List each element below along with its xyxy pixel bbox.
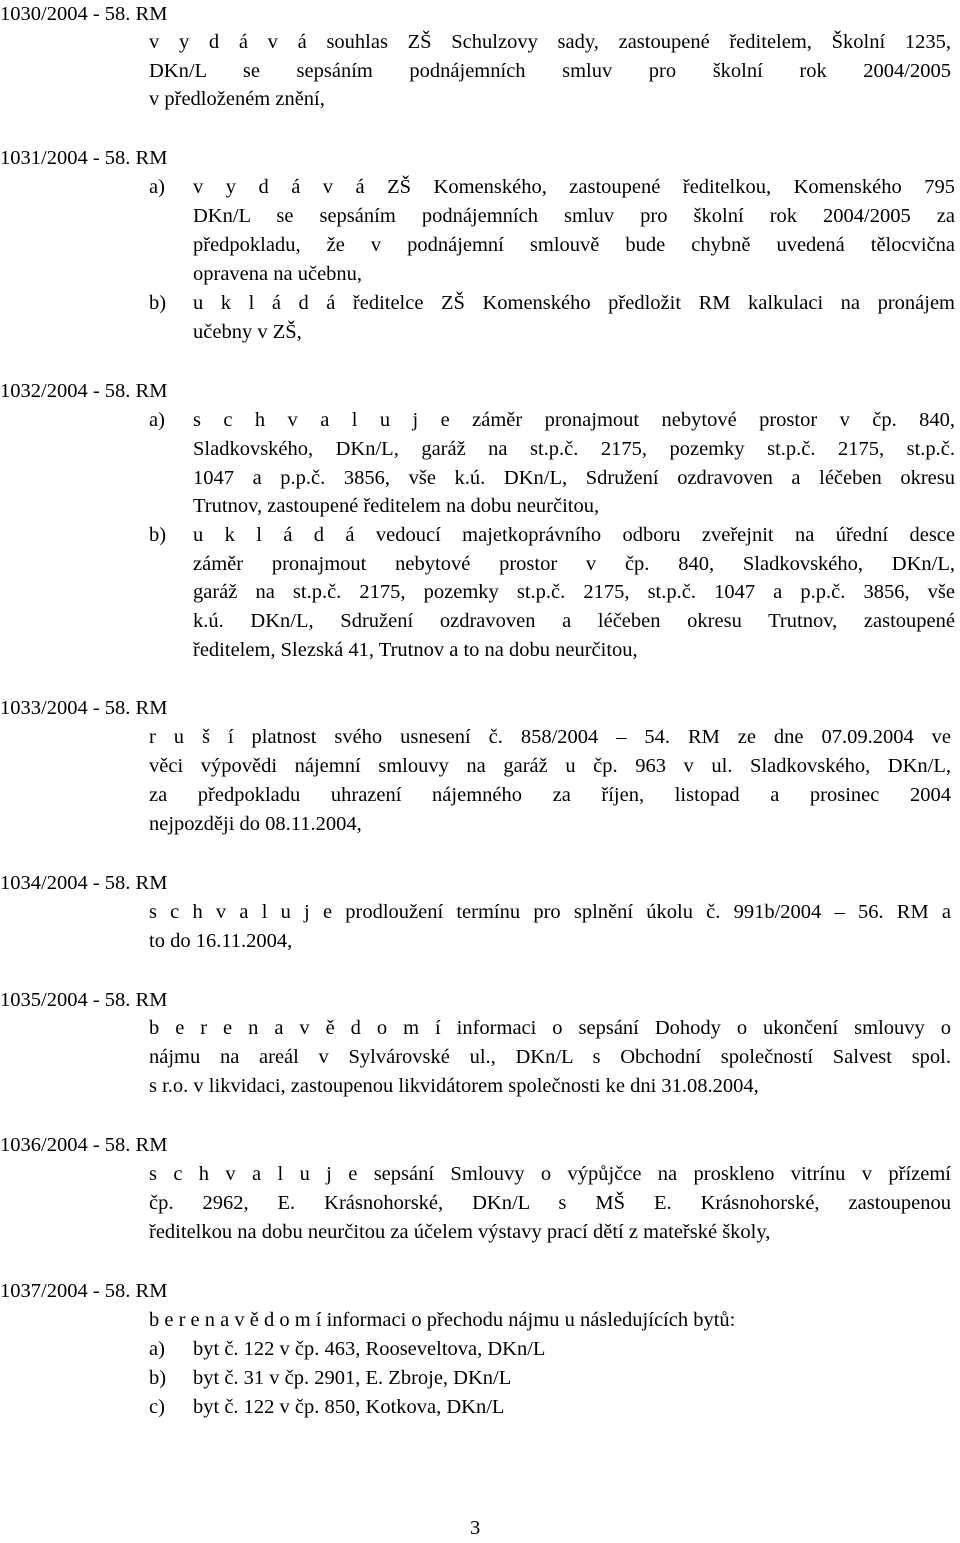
resolution-number: 1033/2004 - 58. RM <box>0 697 168 719</box>
item-label: a) <box>149 409 165 431</box>
resolution-text: r u š í platnost svého usnesení č. 858/2004 – 54. RM ze dne 07.09.2004 ve <box>149 726 951 748</box>
resolution-text: Sladkovského, DKn/L, garáž na st.p.č. 2175, pozemky st.p.č. 2175, st.p.č. <box>193 438 955 460</box>
resolution-number: 1034/2004 - 58. RM <box>0 872 168 894</box>
resolution-text: nájmu na areál v Sylvárovské ul., DKn/L s Obchodní společností Salvest spol. <box>149 1046 951 1068</box>
resolution-number: 1032/2004 - 58. RM <box>0 380 168 402</box>
resolution-text: 1047 a p.p.č. 3856, vše k.ú. DKn/L, Sdružení ozdravoven a léčeben okresu <box>193 467 955 489</box>
resolution-text: v y d á v á ZŠ Komenského, zastoupené ředitelkou, Komenského 795 <box>193 176 955 198</box>
list-item: byt č. 122 v čp. 850, Kotkova, DKn/L <box>193 1396 505 1418</box>
resolution-number: 1037/2004 - 58. RM <box>0 1280 168 1302</box>
resolution-text: Trutnov, zastoupené ředitelem na dobu neurčitou, <box>193 495 600 517</box>
resolution-text: v y d á v á souhlas ZŠ Schulzovy sady, zastoupené ředitelem, Školní 1235, <box>149 31 951 53</box>
resolution-text: v předloženém znění, <box>149 88 325 110</box>
resolution-text: nejpozději do 08.11.2004, <box>149 813 362 835</box>
resolution-text: ředitelkou na dobu neurčitou za účelem výstavy prací dětí z mateřské školy, <box>149 1221 771 1243</box>
resolution-text: k.ú. DKn/L, Sdružení ozdravoven a léčeben okresu Trutnov, zastoupené <box>193 610 955 632</box>
resolution-text: garáž na st.p.č. 2175, pozemky st.p.č. 2175, st.p.č. 1047 a p.p.č. 3856, vše <box>193 581 955 603</box>
resolution-text: za předpokladu uhrazení nájemného za říjen, listopad a prosinec 2004 <box>149 784 951 806</box>
resolution-text: ředitelem, Slezská 41, Trutnov a to na dobu neurčitou, <box>193 639 638 661</box>
list-item: byt č. 122 v čp. 463, Rooseveltova, DKn/L <box>193 1338 546 1360</box>
resolution-number: 1035/2004 - 58. RM <box>0 989 168 1011</box>
resolution-text: to do 16.11.2004, <box>149 930 293 952</box>
item-label: b) <box>149 524 167 546</box>
resolution-text: věci výpovědi nájemní smlouvy na garáž u čp. 963 v ul. Sladkovského, DKn/L, <box>149 755 951 777</box>
resolution-text: opravena na učebnu, <box>193 263 363 285</box>
resolution-text: čp. 2962, E. Krásnohorské, DKn/L s MŠ E. Krásnohorské, zastoupenou <box>149 1192 951 1214</box>
resolution-text: předpokladu, že v podnájemní smlouvě bude chybně uvedená tělocvična <box>193 234 955 256</box>
resolution-number: 1031/2004 - 58. RM <box>0 147 168 169</box>
resolution-text: b e r e n a v ě d o m í informaci o přechodu nájmu u následujících bytů: <box>149 1309 736 1331</box>
resolution-text: DKn/L se sepsáním podnájemních smluv pro školní rok 2004/2005 za <box>193 205 955 227</box>
resolution-text: DKn/L se sepsáním podnájemních smluv pro školní rok 2004/2005 <box>149 60 951 82</box>
item-label: c) <box>149 1396 165 1418</box>
resolution-text: u k l á d á vedoucí majetkoprávního odboru zveřejnit na úřední desce <box>193 524 955 546</box>
resolution-text: s c h v a l u j e sepsání Smlouvy o výpůjčce na proskleno vitrínu v přízemí <box>149 1163 951 1185</box>
resolution-number: 1036/2004 - 58. RM <box>0 1134 168 1156</box>
resolution-number: 1030/2004 - 58. RM <box>0 3 168 25</box>
resolution-text: b e r e n a v ě d o m í informaci o sepsání Dohody o ukončení smlouvy o <box>149 1017 951 1039</box>
item-label: a) <box>149 1338 165 1360</box>
item-label: a) <box>149 176 165 198</box>
item-label: b) <box>149 1367 167 1389</box>
resolution-text: učebny v ZŠ, <box>193 321 302 343</box>
page-number: 3 <box>470 1517 481 1539</box>
item-label: b) <box>149 292 167 314</box>
resolution-text: s c h v a l u j e záměr pronajmout nebytové prostor v čp. 840, <box>193 409 955 431</box>
resolution-text: s r.o. v likvidaci, zastoupenou likvidátorem společnosti ke dni 31.08.2004, <box>149 1075 759 1097</box>
resolution-text: záměr pronajmout nebytové prostor v čp. 840, Sladkovského, DKn/L, <box>193 553 955 575</box>
resolution-text: u k l á d á ředitelce ZŠ Komenského předložit RM kalkulaci na pronájem <box>193 292 955 314</box>
resolution-text: s c h v a l u j e prodloužení termínu pro splnění úkolu č. 991b/2004 – 56. RM a <box>149 901 951 923</box>
list-item: byt č. 31 v čp. 2901, E. Zbroje, DKn/L <box>193 1367 512 1389</box>
